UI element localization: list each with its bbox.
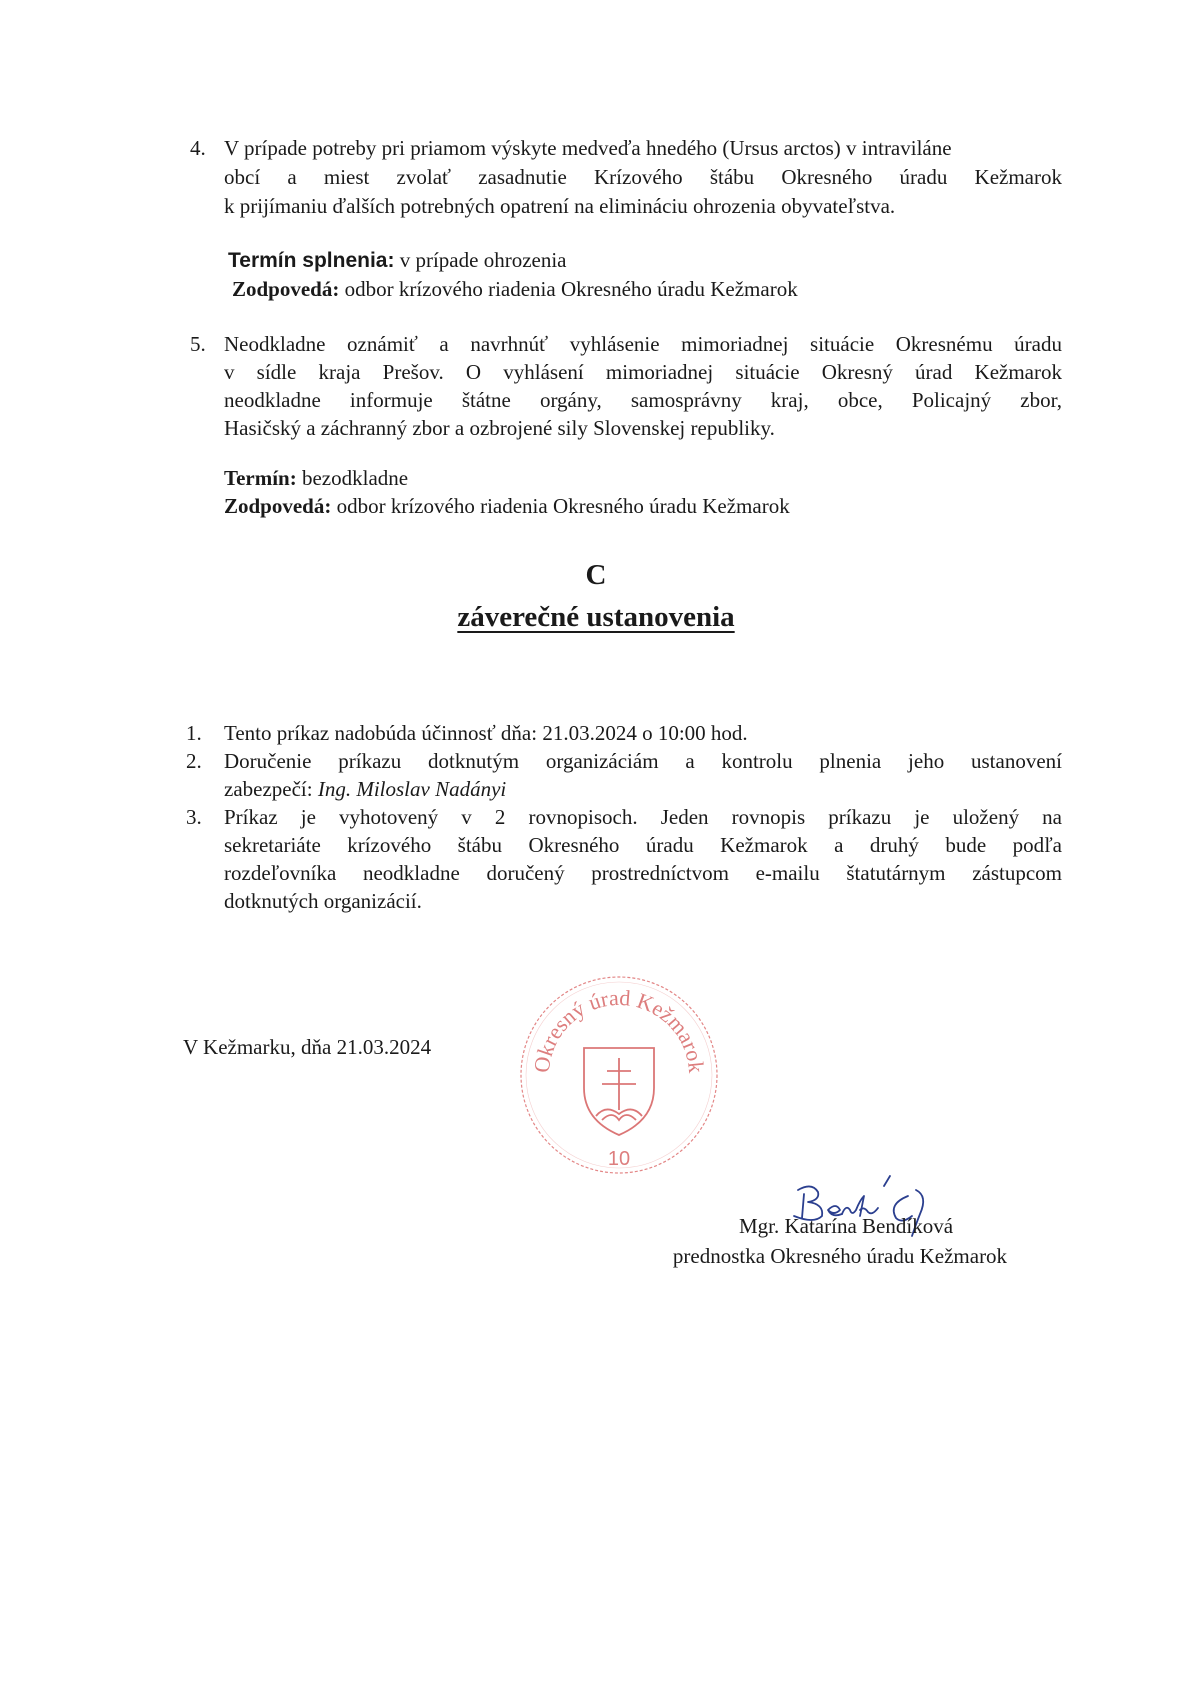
deadline-label: Termín splnenia: [228,249,395,272]
responsible-line [224,492,1024,520]
provision-number: 1. [186,721,202,745]
stamp-number: 10 [607,1148,631,1170]
provision-line: Tento príkaz nadobúda účinnosť dňa: 21.03.2024 o 10:00 hod. [224,721,748,745]
point-line: neodkladne informuje štátne orgány, samosprávny kraj, obce, Policajný zbor, [224,388,1062,412]
deadline-label: Termín: [224,466,297,490]
responsible-value: odbor krízového riadenia Okresného úradu Kežmarok [336,494,790,518]
provision-line-prefix: zabezpečí: [224,777,313,801]
responsible-line [232,275,1032,303]
provision-number: 3. [186,805,202,829]
place-date: V Kežmarku, dňa 21.03.2024 [183,1035,432,1059]
responsible-label: Zodpovedá: [224,494,332,518]
deadline-value: v prípade ohrozenia [399,248,567,272]
stamp-text-path: Okresný úrad Kežmarok [528,984,710,1075]
section-letter: C [585,559,607,591]
responsible-label: Zodpovedá: [232,277,340,301]
signer-block [640,1212,1040,1272]
section-title: záverečné ustanovenia [457,601,735,633]
provision-line: Príkaz je vyhotovený v 2 rovnopisoch. Jeden rovnopis príkazu je uložený na [224,805,1062,829]
point-line: obcí a miest zvolať zasadnutie Krízového štábu Okresného úradu Kežmarok [224,165,1062,189]
point-line: Hasičský a záchranný zbor a ozbrojené sily Slovenskej republiky. [224,416,775,440]
provision-line: Doručenie príkazu dotknutým organizáciám a kontrolu plnenia jeho ustanovení [224,749,1062,773]
point-line: v sídle kraja Prešov. O vyhlásení mimoriadnej situácie Okresný úrad Kežmarok [224,360,1062,384]
signer-title: prednostka Okresného úradu Kežmarok [672,1244,1008,1268]
provision-line: rozdeľovníka neodkladne doručený prostredníctvom e-mailu štatutárnym zástupcom [224,861,1062,885]
responsible-person: Ing. Miloslav Nadányi [317,777,507,801]
deadline-line [228,246,1028,275]
provision-number: 2. [186,749,202,773]
responsible-value: odbor krízového riadenia Okresného úradu Kežmarok [344,277,798,301]
deadline-line [224,464,1024,492]
point-number: 4. [190,136,206,160]
point-number: 5. [190,332,206,356]
provision-line: dotknutých organizácií. [224,889,422,913]
deadline-value: bezodkladne [301,466,409,490]
provision-line: sekretariáte krízového štábu Okresného úradu Kežmarok a druhý bude podľa [224,833,1062,857]
point-line: Neodkladne oznámiť a navrhnúť vyhlásenie mimoriadnej situácie Okresnému úradu [224,332,1062,356]
coat-of-arms-icon [584,1048,654,1135]
point-line: k prijímaniu ďalších potrebných opatrení na elimináciu ohrozenia obyvateľstva. [224,194,896,218]
point-line: V prípade potreby pri priamom výskyte medveďa hnedého (Ursus arctos) v intraviláne [224,136,952,160]
provision-line [224,775,1062,803]
official-stamp [514,970,724,1180]
signer-name: Mgr. Katarína Bendíková [738,1214,954,1238]
